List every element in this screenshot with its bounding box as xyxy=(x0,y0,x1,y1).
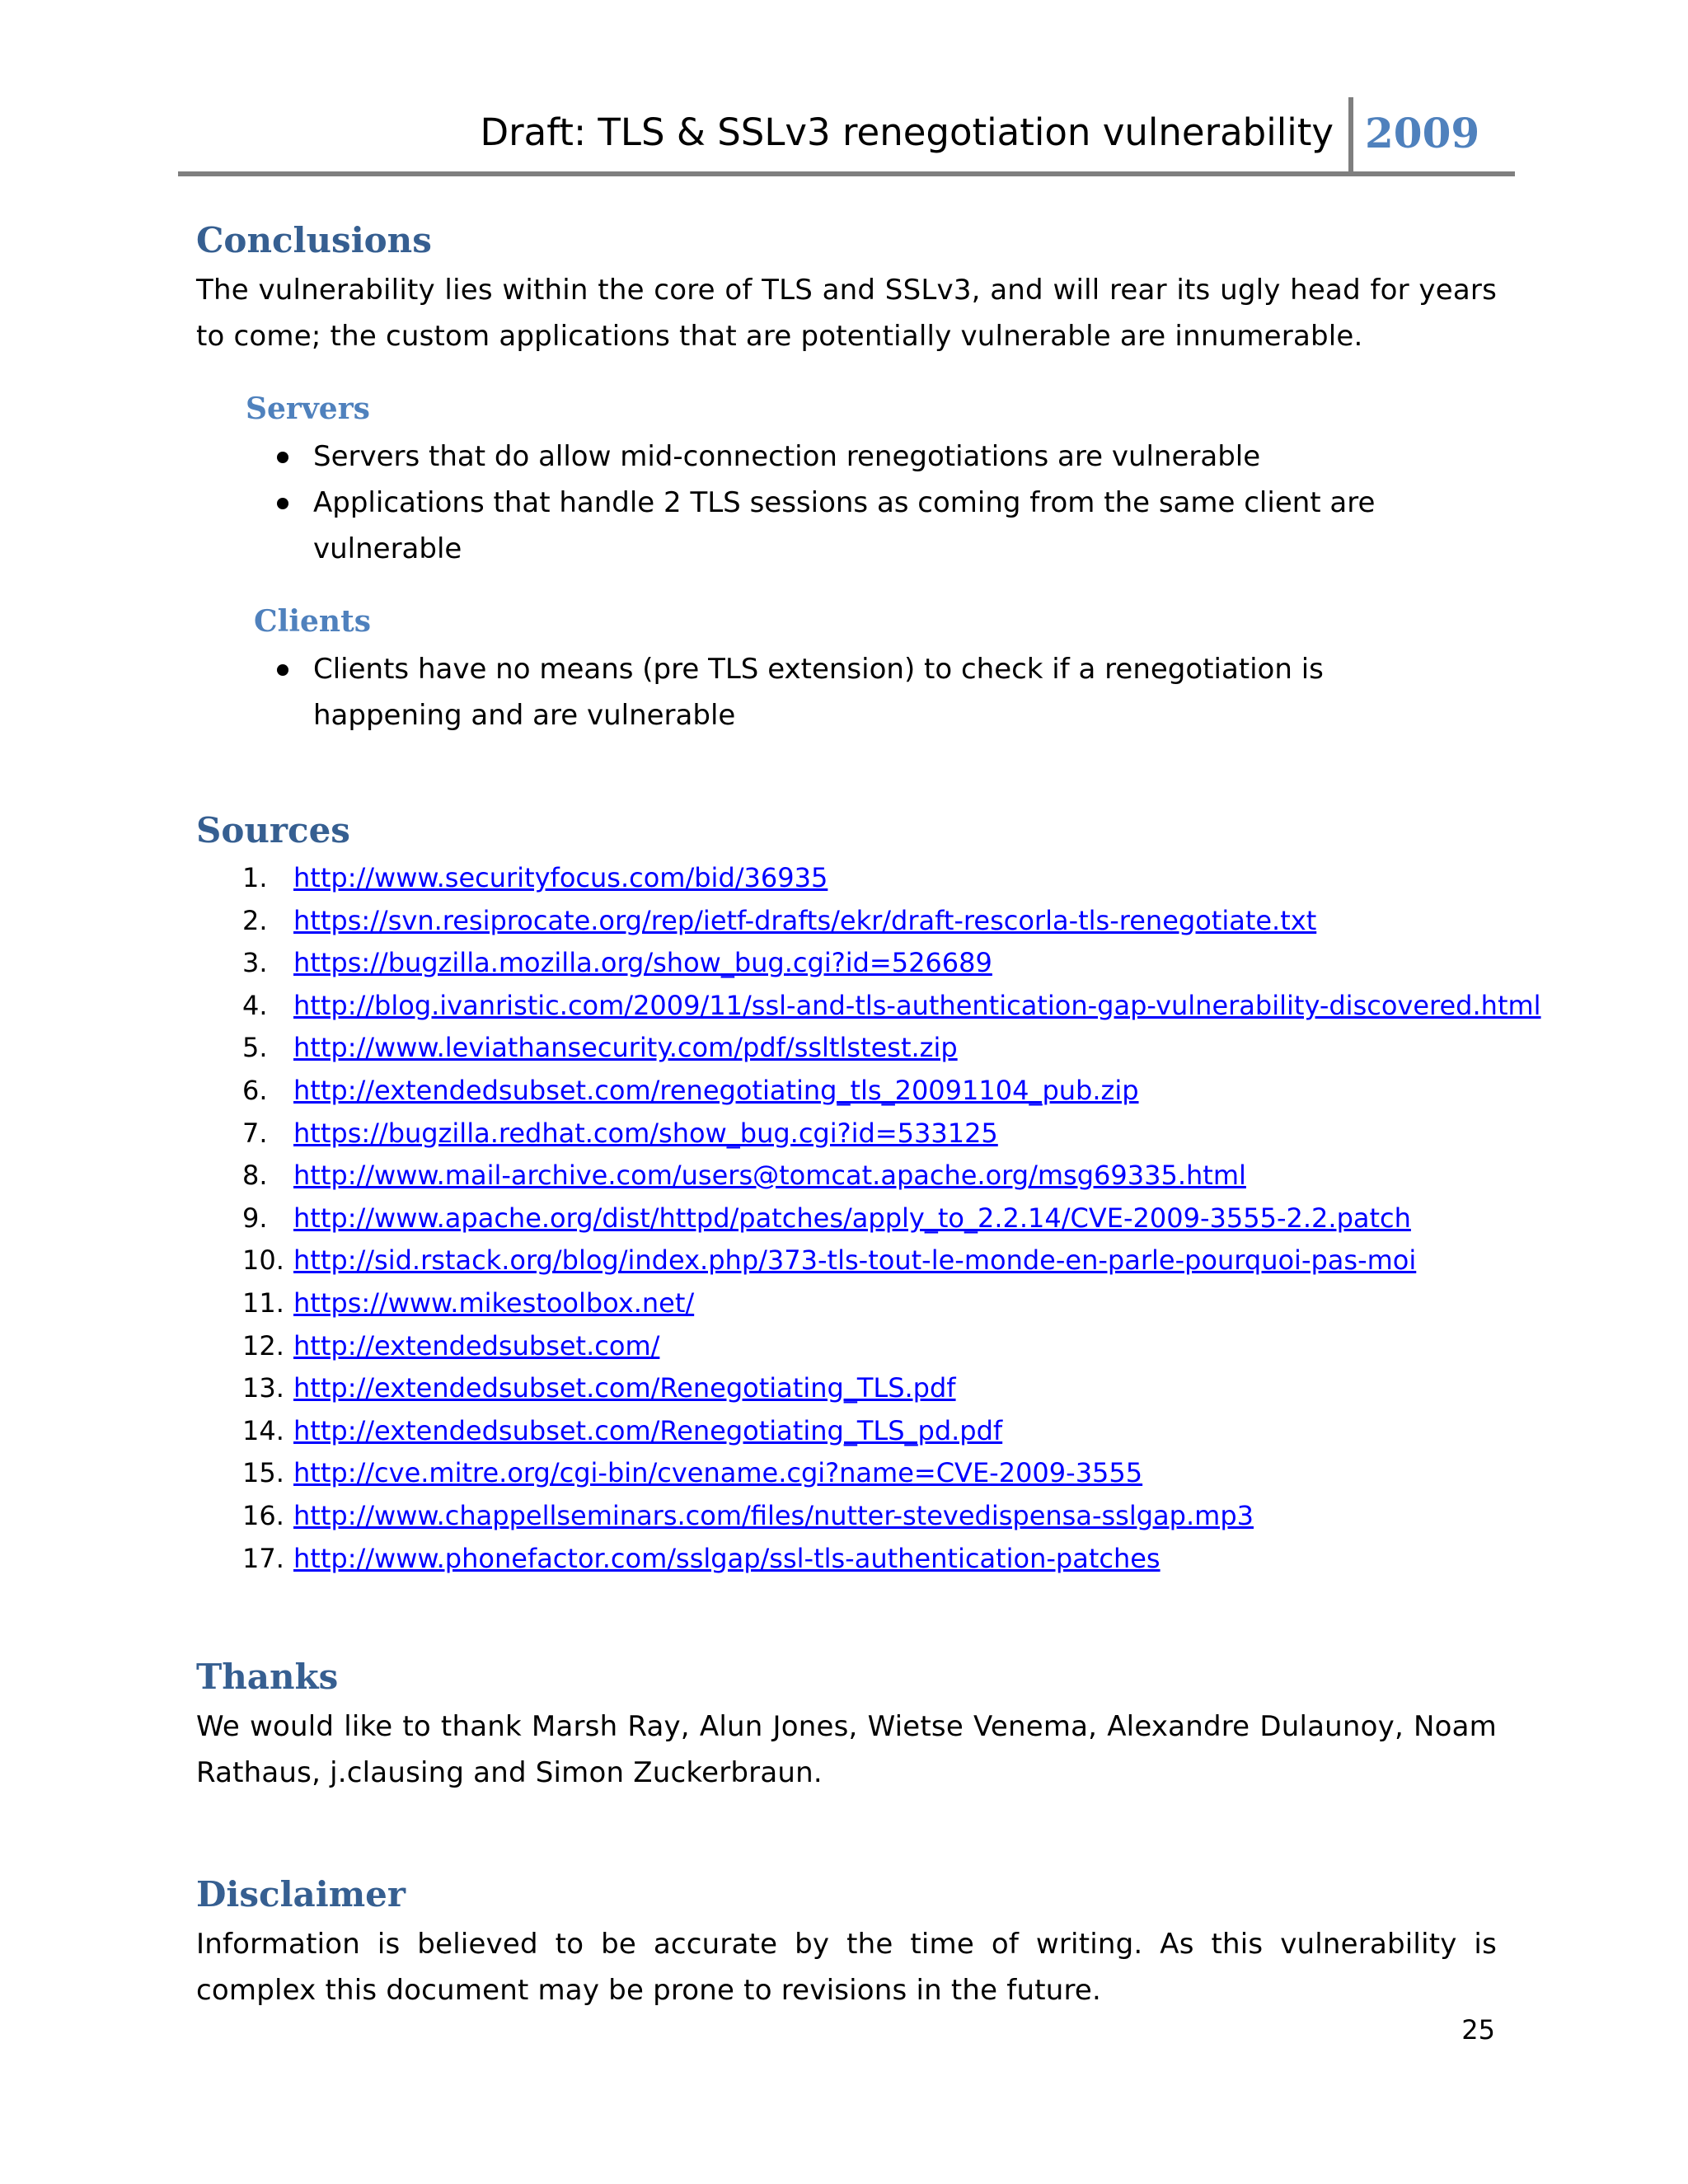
source-item xyxy=(242,1538,1497,1581)
bullet-icon xyxy=(277,452,288,463)
bullet-icon xyxy=(277,498,288,509)
source-number: 8. xyxy=(242,1160,268,1192)
source-link[interactable]: http://extendedsubset.com/renegotiating_tls_20091104_pub.zip xyxy=(293,1074,1139,1106)
source-item xyxy=(242,985,1541,1028)
source-item xyxy=(242,1027,1497,1070)
source-item xyxy=(242,1410,1497,1453)
section-disclaimer xyxy=(196,1868,1497,2013)
clients-heading: Clients xyxy=(254,604,371,639)
source-link[interactable]: http://sid.rstack.org/blog/index.php/373-tls-tout-le-monde-en-parle-pourquoi-pas-moi xyxy=(293,1244,1417,1277)
source-item xyxy=(242,1495,1497,1538)
list-item xyxy=(313,480,1497,572)
source-item xyxy=(242,1367,1497,1410)
source-number: 16. xyxy=(242,1499,284,1531)
servers-heading: Servers xyxy=(246,391,370,426)
source-link[interactable]: https://bugzilla.redhat.com/show_bug.cgi?id=533125 xyxy=(293,1117,998,1149)
source-number: 5. xyxy=(242,1032,268,1064)
source-link[interactable]: http://www.leviathansecurity.com/pdf/ssltlstest.zip xyxy=(293,1032,958,1064)
list-item-text: Clients have no means (pre TLS extension) to check if a renegotiation is happening and are vulnerable xyxy=(313,653,1324,732)
source-number: 13. xyxy=(242,1372,284,1404)
source-link[interactable]: https://svn.resiprocate.org/rep/ietf-drafts/ekr/draft-rescorla-tls-renegotiate.txt xyxy=(293,904,1317,936)
source-item xyxy=(242,1240,1497,1282)
section-thanks xyxy=(196,1651,1497,1796)
source-number: 4. xyxy=(242,989,268,1021)
header-title: Draft: TLS & SSLv3 renegotiation vulnerability xyxy=(480,110,1334,154)
page-header xyxy=(178,97,1515,176)
source-link[interactable]: http://www.apache.org/dist/httpd/patches/apply_to_2.2.14/CVE-2009-3555-2.2.patch xyxy=(293,1202,1411,1234)
header-year: 2009 xyxy=(1365,109,1480,157)
source-item xyxy=(242,1197,1497,1240)
source-number: 3. xyxy=(242,947,268,979)
clients-subsection xyxy=(254,597,1497,646)
source-link[interactable]: http://extendedsubset.com/Renegotiating_TLS.pdf xyxy=(293,1372,956,1404)
source-number: 11. xyxy=(242,1286,284,1319)
sources-list xyxy=(196,857,1541,1580)
clients-list xyxy=(196,646,1385,738)
thanks-heading: Thanks xyxy=(196,1657,339,1698)
list-item xyxy=(313,434,1497,480)
source-number: 14. xyxy=(242,1414,284,1446)
source-item xyxy=(242,857,1497,900)
source-link[interactable]: https://bugzilla.mozilla.org/show_bug.cgi?id=526689 xyxy=(293,947,992,979)
source-item xyxy=(242,1070,1497,1113)
servers-subsection xyxy=(246,384,1497,434)
source-item xyxy=(242,1113,1497,1155)
header-divider xyxy=(1348,97,1353,176)
source-number: 2. xyxy=(242,904,268,936)
page-number: 25 xyxy=(1461,2014,1495,2046)
source-link[interactable]: https://www.mikestoolbox.net/ xyxy=(293,1286,695,1319)
bullet-icon xyxy=(277,664,288,676)
source-number: 9. xyxy=(242,1202,268,1234)
source-item xyxy=(242,942,1497,985)
source-number: 7. xyxy=(242,1117,268,1149)
source-item xyxy=(242,900,1497,943)
list-item-text: Applications that handle 2 TLS sessions as coming from the same client are vulnerable xyxy=(313,486,1376,565)
source-link[interactable]: http://www.phonefactor.com/sslgap/ssl-tls-authentication-patches xyxy=(293,1542,1160,1574)
servers-list xyxy=(196,434,1497,572)
thanks-text: We would like to thank Marsh Ray, Alun Jones, Wietse Venema, Alexandre Dulaunoy, Noam Rathaus, j.clausing and Simon Zuckerbraun. xyxy=(196,1710,1497,1790)
conclusions-text: The vulnerability lies within the core of TLS and SSLv3, and will rear its ugly head for years to come; the custom applications that are potentially vulnerable are innumerable. xyxy=(196,274,1497,353)
source-number: 12. xyxy=(242,1329,284,1361)
list-item xyxy=(313,646,1385,738)
disclaimer-text: Information is believed to be accurate by the time of writing. As this vulnerability is complex this document may be prone to revisions in the future. xyxy=(196,1928,1497,2008)
source-item xyxy=(242,1282,1497,1325)
source-link[interactable]: http://blog.ivanristic.com/2009/11/ssl-and-tls-authentication-gap-vulnerability-discovered.html xyxy=(293,989,1541,1021)
source-link[interactable]: http://extendedsubset.com/Renegotiating_TLS_pd.pdf xyxy=(293,1414,1003,1446)
section-conclusions xyxy=(196,214,1497,738)
source-item xyxy=(242,1452,1497,1495)
page-content xyxy=(196,214,1541,2013)
source-item xyxy=(242,1325,1497,1368)
source-link[interactable]: http://extendedsubset.com/ xyxy=(293,1329,660,1361)
source-item xyxy=(242,1155,1497,1197)
disclaimer-heading: Disclaimer xyxy=(196,1874,406,1915)
source-number: 10. xyxy=(242,1244,284,1277)
source-number: 17. xyxy=(242,1542,284,1574)
source-link[interactable]: http://cve.mitre.org/cgi-bin/cvename.cgi?name=CVE-2009-3555 xyxy=(293,1457,1143,1489)
conclusions-heading: Conclusions xyxy=(196,220,432,260)
source-link[interactable]: http://www.chappellseminars.com/files/nutter-stevedispensa-sslgap.mp3 xyxy=(293,1499,1254,1531)
source-link[interactable]: http://www.mail-archive.com/users@tomcat.apache.org/msg69335.html xyxy=(293,1160,1246,1192)
section-sources xyxy=(196,804,1541,1580)
source-number: 15. xyxy=(242,1457,284,1489)
sources-heading: Sources xyxy=(196,810,350,851)
list-item-text: Servers that do allow mid-connection renegotiations are vulnerable xyxy=(313,440,1261,473)
source-link[interactable]: http://www.securityfocus.com/bid/36935 xyxy=(293,862,828,893)
source-number: 6. xyxy=(242,1074,268,1106)
source-number: 1. xyxy=(242,862,268,893)
